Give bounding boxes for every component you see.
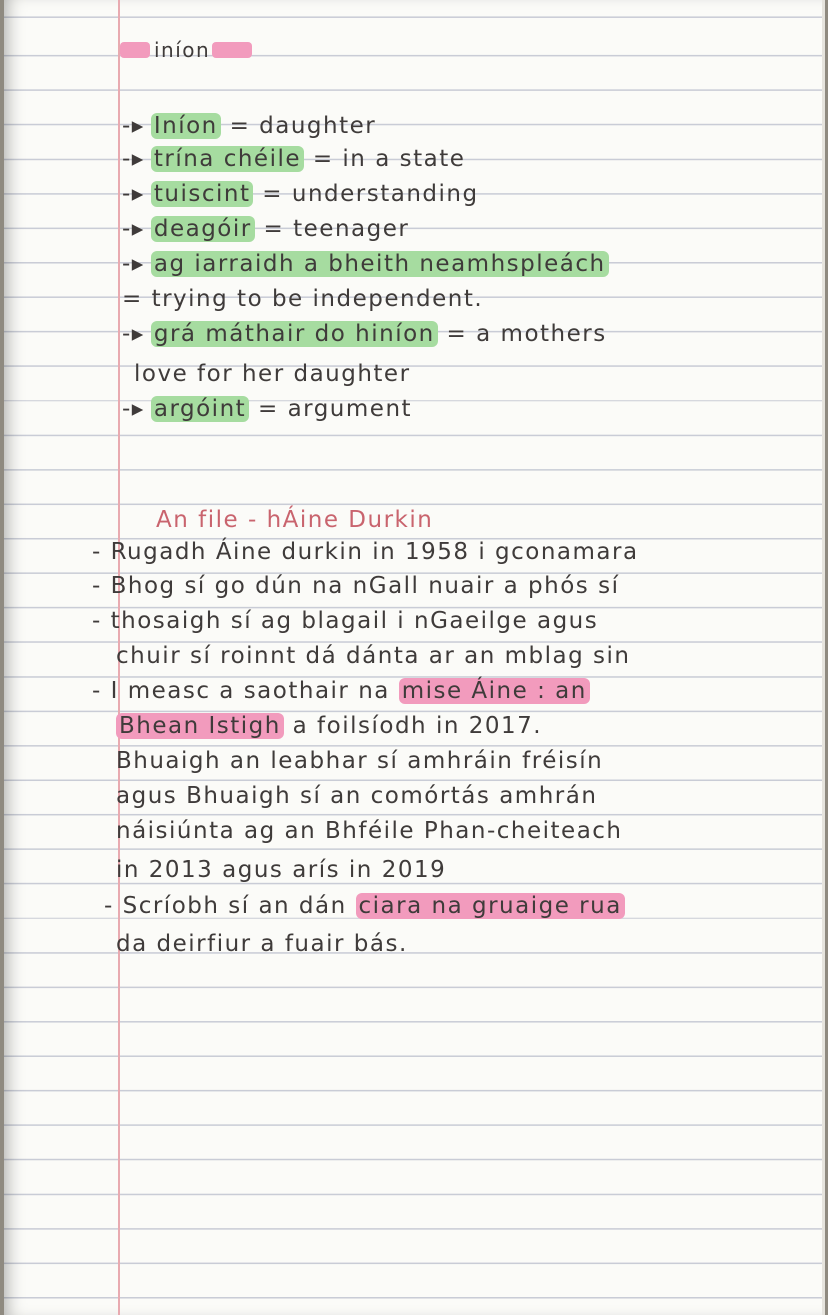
vocab-item: -▸ Iníon = daughter <box>122 113 377 139</box>
note-line: - Rugadh Áine durkin in 1958 i gconamara <box>92 539 639 565</box>
vocab-item <box>134 360 411 388</box>
vocab-item: -▸ argóint = argument <box>122 396 413 422</box>
english-meaning: = a mothers <box>437 321 607 347</box>
irish-term: grá máthair do hiníon <box>151 321 438 347</box>
note-line: in 2013 agus arís in 2019 <box>116 857 447 883</box>
notebook-page <box>4 0 825 1315</box>
title-highlight-right <box>212 42 252 58</box>
book-title-highlight: Bhean Istigh <box>116 713 284 739</box>
irish-term: ag iarraidh a bheith neamhspleách <box>151 251 609 277</box>
vocab-item: -▸ deagóir = teenager <box>122 216 410 242</box>
note-line: - I measc a saothair na mise Áine : an <box>92 677 590 705</box>
vocab-item: -▸ trína chéile = in a state <box>122 146 466 172</box>
irish-term: tuiscint <box>151 181 254 207</box>
irish-term: deagóir <box>151 216 255 242</box>
poem-title-highlight: ciara na gruaige rua <box>356 893 625 919</box>
note-line: náisiúnta ag an Bhféile Phan-cheiteach <box>116 818 623 844</box>
section-title: An file - hÁine Durkin <box>156 507 434 533</box>
irish-term: argóint <box>151 396 249 422</box>
english-meaning: = argument <box>249 396 413 422</box>
book-title-highlight: mise Áine : an <box>399 678 590 704</box>
english-meaning: = teenager <box>254 216 410 242</box>
note-line: Bhean Istigh a foilsíodh in 2017. <box>116 712 542 740</box>
note-line: chuir sí roinnt dá dánta ar an mblag sin <box>116 643 631 669</box>
vocab-item <box>122 285 483 313</box>
note-line: Bhuaigh an leabhar sí amhráin fréisín <box>116 748 604 774</box>
english-meaning: love for her daughter <box>134 361 411 387</box>
note-line: da deirfiur a fuair bás. <box>116 931 408 957</box>
title-highlight-left <box>120 42 150 58</box>
english-meaning: = daughter <box>220 113 377 139</box>
english-meaning: = understanding <box>253 181 479 207</box>
page-title: iníon <box>154 38 211 62</box>
note-line: - Scríobh sí an dán ciara na gruaige rua <box>104 892 625 920</box>
note-line: - Bhog sí go dún na nGall nuair a phós sí <box>92 573 620 599</box>
english-meaning: = in a state <box>304 146 466 172</box>
note-line: - thosaigh sí ag blagail i nGaeilge agus <box>92 608 599 634</box>
english-meaning: = trying to be independent. <box>122 286 484 312</box>
note-line: agus Bhuaigh sí an comórtás amhrán <box>116 783 598 809</box>
irish-term: trína chéile <box>151 146 304 172</box>
vocab-item: -▸ grá máthair do hiníon = a mothers <box>122 321 607 347</box>
vocab-item: -▸ ag iarraidh a bheith neamhspleách <box>122 250 609 278</box>
vocab-item: -▸ tuiscint = understanding <box>122 181 479 207</box>
irish-term: Iníon <box>151 113 221 139</box>
